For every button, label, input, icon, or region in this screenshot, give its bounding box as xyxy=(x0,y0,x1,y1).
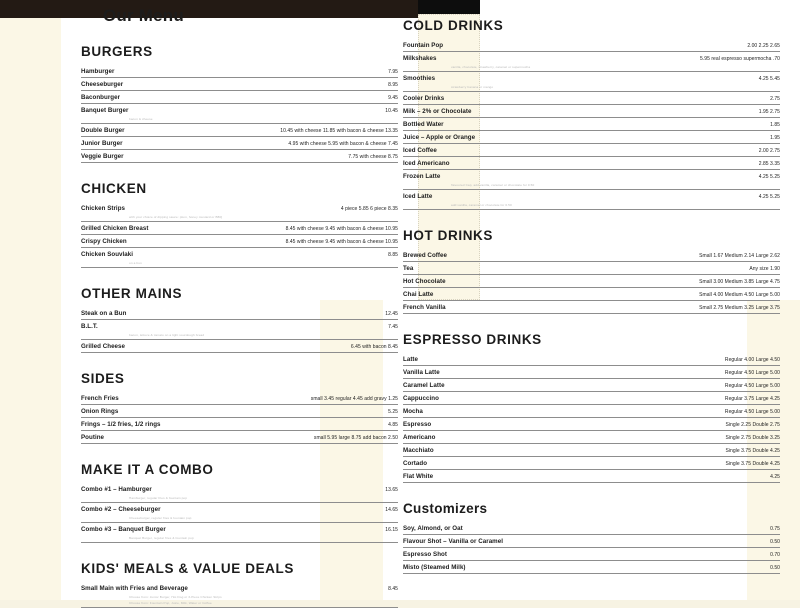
menu-item-row xyxy=(81,431,398,444)
item-name: Baconburger xyxy=(81,94,121,101)
item-price: 1.95 xyxy=(770,135,780,141)
menu-item-row xyxy=(81,91,398,104)
menu-item-group xyxy=(81,483,398,503)
menu-item-row xyxy=(81,523,398,535)
item-price: Small 1.67 Medium 2.14 Large 2.62 xyxy=(699,253,780,259)
menu-item-row xyxy=(81,78,398,91)
section-heading: CHICKEN xyxy=(81,181,147,196)
item-name: Steak on a Bun xyxy=(81,310,127,317)
item-name: Iced Americano xyxy=(403,160,450,167)
item-name: Grilled Cheese xyxy=(81,343,126,350)
item-price: 16.15 xyxy=(385,527,398,533)
item-price: 0.50 xyxy=(770,539,780,545)
item-price: Small 2.75 Medium 3.25 Large 3.75 xyxy=(699,305,780,311)
item-name: Flat White xyxy=(403,473,434,480)
menu-item-row xyxy=(81,150,398,163)
item-description: add vanilla, caramel or chocolate for 0.50 xyxy=(451,203,512,207)
item-price: 8.95 xyxy=(388,82,398,88)
item-name: Cooler Drinks xyxy=(403,95,445,102)
item-name: Soy, Almond, or Oat xyxy=(403,525,463,532)
item-price: small 3.45 regular 4.45 add gravy 1.25 xyxy=(310,396,398,402)
menu-item-row xyxy=(81,137,398,150)
item-description: strawberry banana or mango xyxy=(451,85,494,89)
item-price: Single 3.75 Double 4.25 xyxy=(725,448,780,454)
item-name: Hamburger xyxy=(81,68,115,75)
item-price: 6.45 with bacon 8.45 xyxy=(350,344,398,350)
item-description: on a bun xyxy=(129,261,142,265)
item-price: 4.25 5.45 xyxy=(758,76,780,82)
menu-item-row xyxy=(403,288,780,301)
item-name: Smoothies xyxy=(403,75,436,82)
item-name: Cappuccino xyxy=(403,395,439,402)
menu-item-row xyxy=(81,65,398,78)
menu-item-row xyxy=(81,307,398,320)
item-name: Veggie Burger xyxy=(81,153,124,160)
menu-item-row xyxy=(81,104,398,116)
page-title: Our Menu xyxy=(103,6,184,25)
menu-item-row xyxy=(403,92,780,105)
drinks-column xyxy=(383,0,800,574)
menu-item-group xyxy=(403,52,780,72)
menu-item-group xyxy=(81,104,398,124)
item-name: Americano xyxy=(403,434,436,441)
item-description: bacon, lettuce & tomato on a light sourdough bread xyxy=(129,333,205,337)
item-price: 4 piece 5.85 6 piece 8.35 xyxy=(340,206,398,212)
item-description: Choose from: Junior Burger, Hot Dog or 3-Piece Chicken Strips xyxy=(129,595,222,599)
menu-item-row xyxy=(403,262,780,275)
section-heading: SIDES xyxy=(81,371,125,386)
item-price: 14.65 xyxy=(385,507,398,513)
menu-item-row xyxy=(403,144,780,157)
menu-item-group xyxy=(81,582,398,608)
food-sections xyxy=(81,44,398,608)
menu-item-row xyxy=(403,366,780,379)
item-name: Macchiato xyxy=(403,447,434,454)
menu-item-row xyxy=(403,275,780,288)
item-price: 13.65 xyxy=(385,487,398,493)
item-name: Caramel Latte xyxy=(403,382,445,389)
item-name: Poutine xyxy=(81,434,105,441)
menu-item-row xyxy=(81,418,398,431)
item-price: 8.45 xyxy=(388,586,398,592)
menu-item-row xyxy=(81,503,398,515)
item-name: Banquet Burger xyxy=(81,107,129,114)
item-price: 9.45 xyxy=(388,95,398,101)
menu-item-row xyxy=(403,548,780,561)
menu-item-row xyxy=(403,105,780,118)
section-heading: KIDS' MEALS & VALUE DEALS xyxy=(81,561,294,576)
menu-item-row xyxy=(403,52,780,64)
item-name: Onion Rings xyxy=(81,408,119,415)
item-price: 4.25 5.25 xyxy=(758,174,780,180)
item-name: Double Burger xyxy=(81,127,125,134)
menu-item-row xyxy=(403,431,780,444)
menu-item-row xyxy=(81,405,398,418)
item-name: Cheeseburger xyxy=(81,81,124,88)
menu-item-row xyxy=(81,124,398,137)
section-heading: Customizers xyxy=(403,501,488,516)
item-name: Fountain Pop xyxy=(403,42,444,49)
menu-item-row xyxy=(81,483,398,495)
item-price: 4.25 5.25 xyxy=(758,194,780,200)
item-price: Regular 3.75 Large 4.25 xyxy=(724,396,780,402)
item-price: 2.75 xyxy=(770,96,780,102)
menu-item-row xyxy=(403,190,780,202)
item-name: Mocha xyxy=(403,408,423,415)
item-price: 1.95 2.75 xyxy=(758,109,780,115)
item-price: 4.95 with cheese 5.95 with bacon & cheese 7.45 xyxy=(288,141,398,147)
menu-item-group xyxy=(81,503,398,523)
item-name: Milk – 2% or Chocolate xyxy=(403,108,472,115)
menu-item-group xyxy=(403,190,780,210)
item-name: Latte xyxy=(403,356,419,363)
item-price: 7.95 xyxy=(388,69,398,75)
menu-item-row xyxy=(403,72,780,84)
section-heading: MAKE IT A COMBO xyxy=(81,462,214,477)
menu-item-row xyxy=(403,39,780,52)
menu-item-row xyxy=(81,248,398,260)
item-price: 10.45 with cheese 11.85 with bacon & cheese 13.35 xyxy=(280,128,398,134)
item-price: 5.95 real espresso supermocha .70 xyxy=(699,56,780,62)
item-price: 8.45 with cheese 9.45 with bacon & cheese 10.95 xyxy=(285,239,398,245)
item-name: Chicken Strips xyxy=(81,205,126,212)
item-name: Vanilla Latte xyxy=(403,369,440,376)
item-description: vanilla, chocolate, strawberry, caramel or supermocha xyxy=(451,65,531,69)
item-price: 2.00 2.25 2.65 xyxy=(747,43,780,49)
item-name: Frozen Latte xyxy=(403,173,441,180)
left-margin-background xyxy=(0,18,61,600)
item-name: Iced Latte xyxy=(403,193,433,200)
item-price: 7.75 with cheese 8.75 xyxy=(348,154,398,160)
section-heading: OTHER MAINS xyxy=(81,286,183,301)
menu-item-row xyxy=(403,457,780,470)
item-price: 0.50 xyxy=(770,565,780,571)
section-heading: BURGERS xyxy=(81,44,153,59)
item-description: with your choice of dipping sauce: plum, honey mustard or BBQ xyxy=(129,215,223,219)
item-price: 7.45 xyxy=(388,324,398,330)
item-name: Flavour Shot – Vanilla or Caramel xyxy=(403,538,503,545)
menu-item-row xyxy=(403,418,780,431)
item-price: 8.85 xyxy=(388,252,398,258)
menu-item-group xyxy=(81,248,398,268)
item-price: 0.70 xyxy=(770,552,780,558)
item-name: Combo #2 – Cheeseburger xyxy=(81,506,161,513)
menu-item-row xyxy=(81,202,398,214)
item-price: 2.85 3.35 xyxy=(758,161,780,167)
item-price: Single 3.75 Double 4.25 xyxy=(725,461,780,467)
item-price: Regular 4.50 Large 5.00 xyxy=(724,409,780,415)
item-price: 12.45 xyxy=(385,311,398,317)
item-name: Juice – Apple or Orange xyxy=(403,134,476,141)
menu-item-row xyxy=(403,379,780,392)
menu-item-group xyxy=(403,72,780,92)
item-name: French Vanilla xyxy=(403,304,446,311)
item-price: Single 2.25 Double 2.75 xyxy=(725,422,780,428)
item-price: Small 3.00 Medium 3.85 Large 4.75 xyxy=(699,279,780,285)
item-name: Iced Coffee xyxy=(403,147,437,154)
item-price: Single 2.75 Double 3.25 xyxy=(725,435,780,441)
menu-item-row xyxy=(403,301,780,314)
item-name: Frings – 1/2 fries, 1/2 rings xyxy=(81,421,161,428)
menu-item-row xyxy=(403,522,780,535)
item-price: 1.85 xyxy=(770,122,780,128)
item-price: 0.75 xyxy=(770,526,780,532)
item-price: Regular 4.50 Large 5.00 xyxy=(724,383,780,389)
menu-item-group xyxy=(81,523,398,543)
item-price: small 5.95 large 8.75 add bacon 2.50 xyxy=(313,435,398,441)
item-price: 4.25 xyxy=(770,474,780,480)
menu-item-row xyxy=(81,340,398,353)
menu-item-row xyxy=(403,131,780,144)
menu-item-group xyxy=(403,170,780,190)
menu-item-row xyxy=(81,582,398,594)
item-name: Grilled Chicken Breast xyxy=(81,225,149,232)
menu-item-row xyxy=(403,444,780,457)
item-name: Cortado xyxy=(403,460,428,467)
menu-item-row xyxy=(403,157,780,170)
item-description: Banquet Burger, regular fries & fountain pop xyxy=(129,536,194,540)
item-price: 4.85 xyxy=(388,422,398,428)
item-description: Hamburger, regular fries & fountain pop xyxy=(129,496,188,500)
menu-item-row xyxy=(403,353,780,366)
menu-item-row xyxy=(81,235,398,248)
drink-sections xyxy=(403,18,780,574)
menu-item-row xyxy=(81,392,398,405)
item-price: 10.45 xyxy=(385,108,398,114)
food-column xyxy=(61,0,418,608)
item-name: Hot Chocolate xyxy=(403,278,446,285)
section-heading: HOT DRINKS xyxy=(403,228,493,243)
item-name: Brewed Coffee xyxy=(403,252,447,259)
item-name: Misto (Steamed Milk) xyxy=(403,564,466,571)
item-name: Combo #3 – Banquet Burger xyxy=(81,526,166,533)
item-name: Small Main with Fries and Beverage xyxy=(81,585,188,592)
item-name: Tea xyxy=(403,265,414,272)
item-description: bacon & cheese xyxy=(129,117,153,121)
item-price: Regular 4.00 Large 4.50 xyxy=(724,357,780,363)
item-name: B.L.T. xyxy=(81,323,98,330)
item-price: 5.25 xyxy=(388,409,398,415)
item-description-secondary: Choose from: Fountain Pop, Juice, Milk, Water or Coffee xyxy=(129,601,212,605)
item-name: Combo #1 – Hamburger xyxy=(81,486,152,493)
menu-item-row xyxy=(403,535,780,548)
menu-item-row xyxy=(81,320,398,332)
menu-item-row xyxy=(403,405,780,418)
item-name: Espresso xyxy=(403,421,432,428)
item-name: French Fries xyxy=(81,395,119,402)
item-description: flavoured Cap, add vanilla, caramel or chocolate for 0.50 xyxy=(451,183,535,187)
item-price: 2.00 2.75 xyxy=(758,148,780,154)
item-price: Small 4.00 Medium 4.50 Large 5.00 xyxy=(699,292,780,298)
item-name: Chicken Souvlaki xyxy=(81,251,134,258)
item-name: Bottled Water xyxy=(403,121,444,128)
menu-item-row xyxy=(81,222,398,235)
item-name: Milkshakes xyxy=(403,55,437,62)
item-price: 8.45 with cheese 9.45 with bacon & cheese 10.95 xyxy=(285,226,398,232)
item-price: Any size 1.90 xyxy=(749,266,780,272)
item-name: Crispy Chicken xyxy=(81,238,127,245)
menu-item-row xyxy=(403,561,780,574)
section-heading: ESPRESSO DRINKS xyxy=(403,332,542,347)
section-heading: COLD DRINKS xyxy=(403,18,504,33)
menu-item-row xyxy=(403,170,780,182)
menu-item-group xyxy=(81,320,398,340)
menu-item-row xyxy=(403,470,780,483)
menu-item-group xyxy=(81,202,398,222)
item-price: Regular 4.50 Large 5.00 xyxy=(724,370,780,376)
item-name: Chai Latte xyxy=(403,291,434,298)
item-name: Junior Burger xyxy=(81,140,123,147)
item-description: Cheeseburger, regular fries & fountain pop xyxy=(129,516,192,520)
menu-item-row xyxy=(403,118,780,131)
menu-item-row xyxy=(403,249,780,262)
item-name: Espresso Shot xyxy=(403,551,447,558)
menu-item-row xyxy=(403,392,780,405)
